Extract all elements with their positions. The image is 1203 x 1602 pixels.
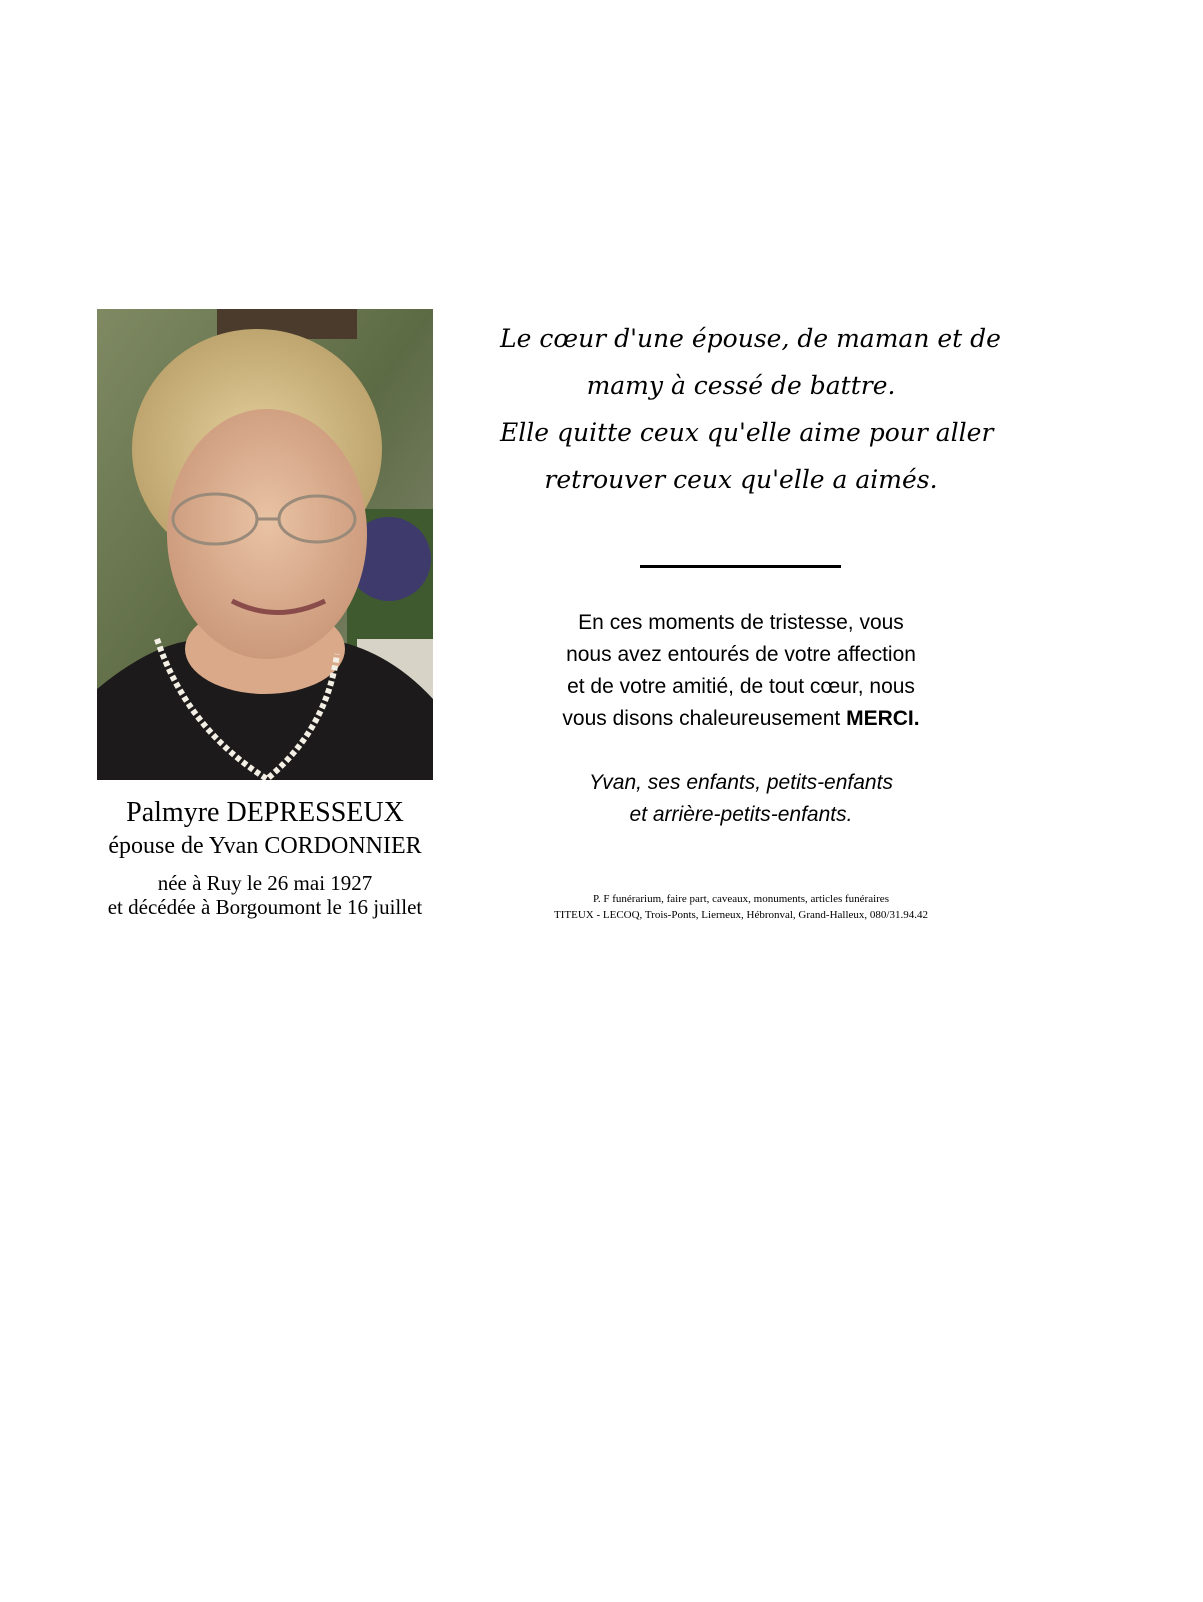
family-line: Yvan, ses enfants, petits-enfants: [589, 771, 893, 794]
poem-line: retrouver ceux qu'elle a aimés.: [544, 465, 938, 494]
family-line: et arrière-petits-enfants.: [629, 803, 853, 826]
family-signature: [500, 767, 982, 831]
footer-line-2: TITEUX - LECOQ, Trois-Ponts, Lierneux, Hébronval, Grand-Halleux, 080/31.94.42: [554, 909, 928, 921]
death-line: et décédée à Borgoumont le 16 juillet: [107, 895, 423, 919]
thanks-emphasis: MERCI.: [846, 707, 920, 730]
thanks-line: [500, 703, 982, 735]
poem-line: Le cœur d'une épouse, de maman et de: [500, 324, 1001, 353]
portrait-photo: [97, 309, 433, 780]
poem-line: Elle quitte ceux qu'elle aime pour aller: [500, 418, 994, 447]
poem-line: mamy à cessé de battre.: [586, 371, 896, 400]
portrait-illustration: [97, 309, 433, 780]
divider-rule: [640, 565, 841, 568]
thanks-message: [500, 607, 982, 735]
funeral-home-footer: [470, 891, 1012, 923]
deceased-name: Palmyre DEPRESSEUX: [126, 797, 404, 828]
spouse-line: épouse de Yvan CORDONNIER: [108, 833, 422, 859]
poem: [500, 315, 1001, 503]
birth-line: née à Ruy le 26 mai 1927: [157, 871, 373, 895]
thanks-last-prefix: vous disons chaleureusement: [562, 707, 847, 730]
thanks-line: et de votre amitié, de tout cœur, nous: [567, 675, 915, 698]
thanks-line: En ces moments de tristesse, vous: [578, 611, 904, 634]
footer-line-1: P. F funérarium, faire part, caveaux, monuments, articles funéraires: [593, 893, 889, 905]
thanks-line: nous avez entourés de votre affection: [566, 643, 916, 666]
